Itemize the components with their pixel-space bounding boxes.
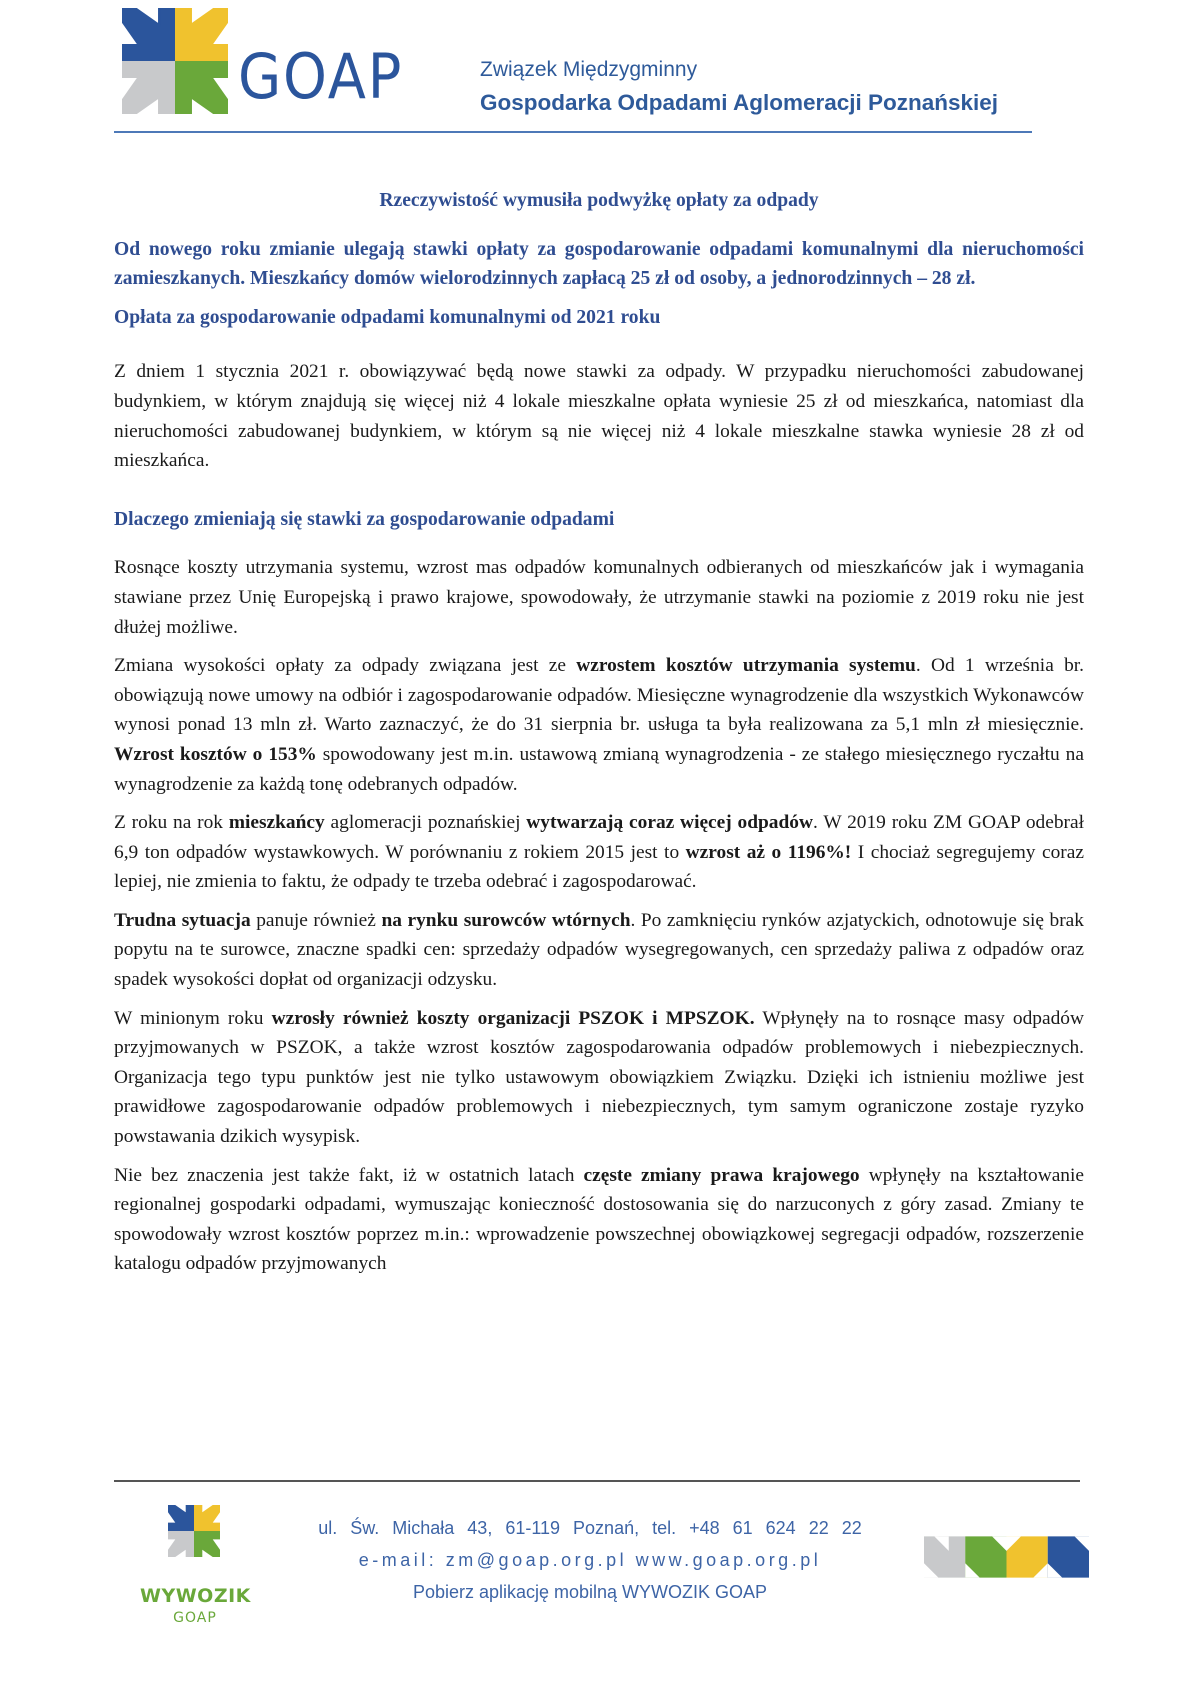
wywozik-logo-icon xyxy=(168,1505,220,1557)
emphasis: wytwarzają coraz więcej odpadów xyxy=(526,812,813,834)
emphasis: częste zmiany prawa krajowego xyxy=(583,1164,860,1186)
paragraph-rising-costs: Rosnące koszty utrzymania systemu, wzrost mas odpadów komunalnych odbieranych od mieszkańców jak i wymagania stawiane przez Unię Europejską i prawo krajowe, spowodowały, że utrzymanie stawki na poziomie z 2019 roku nie jest dłużej możliwe. xyxy=(114,557,1084,638)
emphasis: mieszkańcy xyxy=(228,812,325,834)
section-heading-why-rates-change: Dlaczego zmieniają się stawki za gospodarowanie odpadami xyxy=(114,508,615,530)
emphasis: wzrostem kosztów utrzymania systemu xyxy=(576,655,916,677)
paragraph-more-waste: Z roku na rok mieszkańcy aglomeracji poznańskiej wytwarzają coraz więcej odpadów. W 2019 roku ZM GOAP odebrał 6,9 ton odpadów wystawkowych. W porównaniu z rokiem 2015 jest to wzrost aż o 1196%! I chociaż segregujemy coraz lepiej, nie zmienia to faktu, że odpady te trzeba odebrać i zagospodarować. xyxy=(114,812,1084,893)
paragraph-pszok-costs: W minionym roku wzrosły również koszty organizacji PSZOK i MPSZOK. Wpłynęły na to rosnące masy odpadów przyjmowanych w PSZOK, a także wzrost kosztów zagospodarowania odpadów problemowych i niebezpiecznych. Organizacja tego typu punktów jest nie tylko ustawowym obowiązkiem Związku. Dzięki ich istnieniu możliwe jest prawidłowe zagospodarowanie odpadów problemowych i niebezpiecznych, tym samym ograniczone zostaje ryzyko powstawania dzikich wysypisk. xyxy=(114,1007,1084,1148)
paragraph-recycling-market: Trudna sytuacja panuje również na rynku surowców wtórnych. Po zamknięciu rynków azjatyckich, odnotowuje się brak popytu na te surowce, znaczne spadki cen: sprzedaży odpadów wysegregowanych, cen sprzedaży paliwa z odpadów oraz spadek wysokości dopłat od organizacji odzysku. xyxy=(114,909,1084,991)
paragraph-law-changes: Nie bez znaczenia jest także fakt, iż w ostatnich latach częste zmiany prawa krajowego wpłynęły na kształtowanie regionalnej gospodarki odpadami, wymuszając konieczność dostosowania się do narzuconych z góry zasad. Zmiany te spowodowały wzrost kosztów poprzez m.in.: wprowadzenie powszechnej obowiązkowej segregacji odpadów, rozszerzenie katalogu odpadów przyjmowanych xyxy=(114,1164,1084,1275)
letterhead xyxy=(0,0,1190,140)
wywozik-logo-text: WYWOZIK xyxy=(140,1585,251,1607)
paragraph-new-rates: Z dniem 1 stycznia 2021 r. obowiązywać będą nowe stawki za odpady. W przypadku nieruchomości zabudowanej budynkiem, w którym znajdują się więcej niż 4 lokale mieszkalne opłata wyniesie 25 zł od mieszkańca, natomiast dla nieruchomości zabudowanej budynkiem, w którym są nie więcej niż 4 lokale mieszkalne stawka wyniesie 28 zł od mieszkańca. xyxy=(114,361,1084,472)
article-body xyxy=(114,186,1084,1288)
org-name: Gospodarka Odpadami Aglomeracji Poznańskiej xyxy=(480,90,999,115)
footer-app-promo: Pobierz aplikację mobilną WYWOZIK GOAP xyxy=(412,1582,768,1602)
wywozik-logo-subtext: GOAP xyxy=(173,1610,217,1626)
paragraph-system-costs: Zmiana wysokości opłaty za odpady związana jest ze wzrostem kosztów utrzymania systemu. Od 1 września br. obowiązują nowe umowy na odbiór i zagospodarowanie odpadów. Miesięczne wynagrodzenie dla wszystkich Wykonawców wynosi ponad 13 mln zł. Warto zaznaczyć, że do 31 sierpnia br. usługa ta była realizowana za 5,1 mln zł miesięcznie. Wzrost kosztów o 153% spowodowany jest m.in. ustawową zmianą wynagrodzenia - ze stałego miesięcznego ryczałtu na wynagrodzenie za każdą tonę odebranych odpadów. xyxy=(114,655,1084,795)
emphasis: Trudna sytuacja xyxy=(114,909,251,931)
emphasis: wzrost aż o 1196%! xyxy=(685,841,852,863)
emphasis: na rynku surowców wtórnych xyxy=(381,909,631,931)
footer-address: ul. Św. Michała 43, 61-119 Poznań, tel. +48 61 624 22 22 xyxy=(318,1518,862,1538)
goap-logo-text: GOAP xyxy=(238,40,404,113)
decorative-arrows-icon xyxy=(924,1536,1089,1578)
section-heading-fee-2021: Opłata za gospodarowanie odpadami komunalnymi od 2021 roku xyxy=(114,306,661,328)
emphasis: wzrosły również koszty organizacji PSZOK i MPSZOK. xyxy=(271,1007,755,1029)
header-divider xyxy=(114,131,1032,133)
goap-logo-icon xyxy=(122,8,228,114)
article-lead: Od nowego roku zmianie ulegają stawki opłaty za gospodarowanie odpadami komunalnymi dla nieruchomości zamieszkanych. Mieszkańcy domów wielorodzinnych zapłacą 25 zł od osoby, a jednorodzinnych – 28 zł. xyxy=(114,238,1084,290)
org-subtitle: Związek Międzygminny xyxy=(480,58,698,81)
article-title: Rzeczywistość wymusiła podwyżkę opłaty za odpady xyxy=(379,190,819,211)
emphasis: Wzrost kosztów o 153% xyxy=(114,743,317,765)
footer-contact-links[interactable]: e-mail: zm@goap.org.pl www.goap.org.pl xyxy=(358,1550,822,1570)
footer-divider xyxy=(114,1480,1080,1482)
